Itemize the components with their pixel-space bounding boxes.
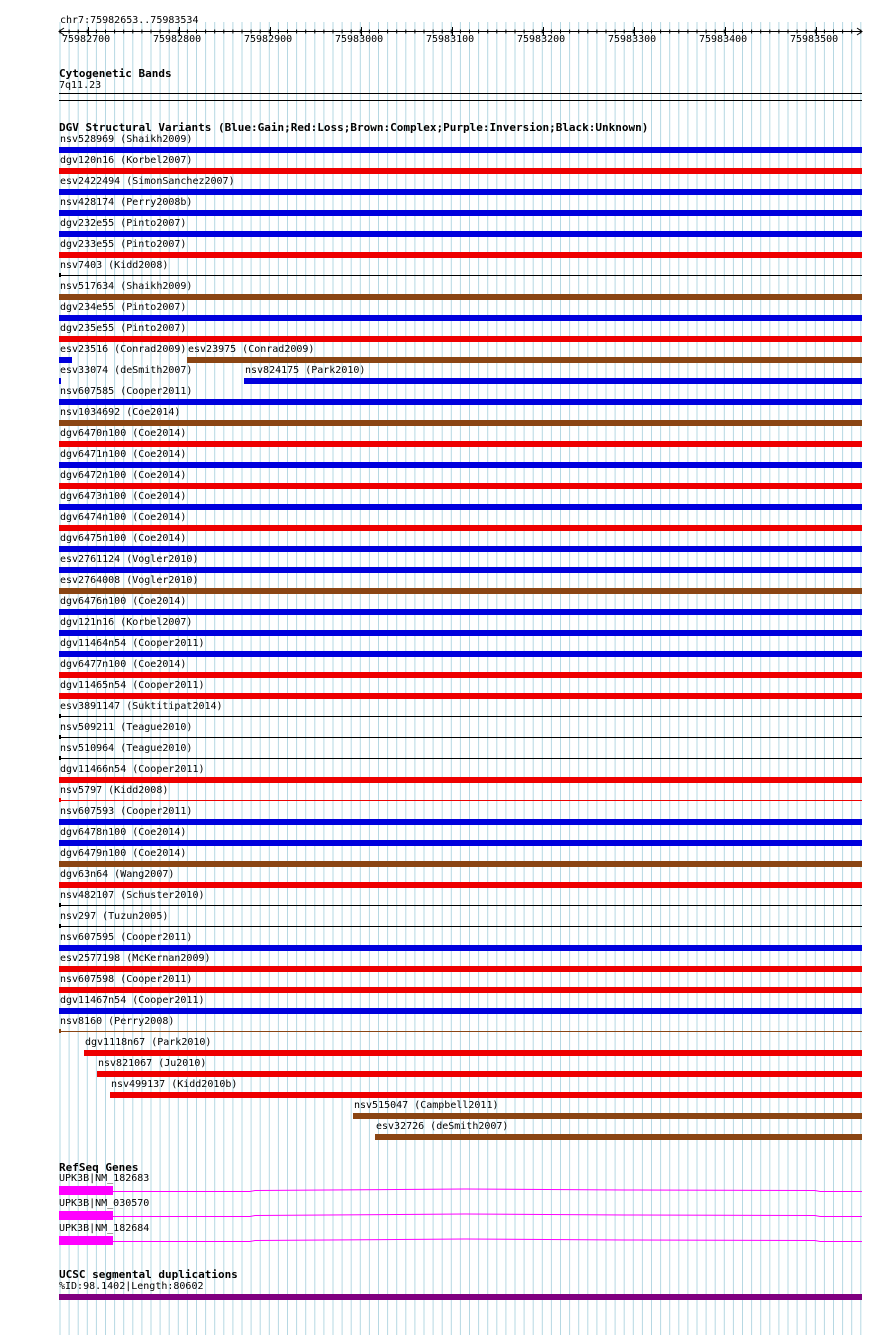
variant-label[interactable]: dgv6473n100 (Coe2014) — [60, 491, 187, 502]
variant-label[interactable]: nsv428174 (Perry2008b) — [60, 197, 193, 208]
variant-bar[interactable] — [59, 399, 862, 405]
variant-bar[interactable] — [59, 905, 862, 906]
dgv-track-title: DGV Structural Variants (Blue:Gain;Red:Loss;Brown:Complex;Purple:Inversion;Black:Unknown) — [59, 121, 649, 134]
variant-bar[interactable] — [375, 1134, 862, 1140]
variant-label[interactable]: dgv11466n54 (Cooper2011) — [60, 764, 205, 775]
variant-bar[interactable] — [59, 716, 862, 717]
variant-label[interactable]: dgv233e55 (Pinto2007) — [60, 239, 187, 250]
variant-label[interactable]: nsv5797 (Kidd2008) — [60, 785, 169, 796]
variant-label[interactable]: esv2761124 (Vogler2010) — [60, 554, 199, 565]
variant-label[interactable]: dgv63n64 (Wang2007) — [60, 869, 175, 880]
variant-bar[interactable] — [59, 525, 862, 531]
variant-bar[interactable] — [59, 567, 862, 573]
variant-label[interactable]: nsv510964 (Teague2010) — [60, 743, 193, 754]
variant-label[interactable]: esv2577198 (McKernan2009) — [60, 953, 211, 964]
variant-bar[interactable] — [244, 378, 862, 384]
variant-bar[interactable] — [59, 504, 862, 510]
variant-label[interactable]: nsv499137 (Kidd2010b) — [111, 1079, 238, 1090]
gene-label[interactable]: UPK3B|NM_182683 — [59, 1173, 150, 1184]
variant-label[interactable]: esv2422494 (SimonSanchez2007) — [60, 176, 235, 187]
variant-label[interactable]: nsv607593 (Cooper2011) — [60, 806, 193, 817]
variant-label[interactable]: nsv517634 (Shaikh2009) — [60, 281, 193, 292]
segdup-feature-bar[interactable] — [59, 1294, 862, 1300]
variant-label[interactable]: nsv607585 (Cooper2011) — [60, 386, 193, 397]
ruler-tick-label: 75982700 — [62, 34, 111, 45]
ruler-tick-label: 75983400 — [699, 34, 748, 45]
variant-bar[interactable] — [59, 777, 862, 783]
variant-bar[interactable] — [187, 357, 862, 363]
variant-label[interactable]: nsv509211 (Teague2010) — [60, 722, 193, 733]
variant-bar[interactable] — [59, 546, 862, 552]
ruler-tick-label: 75983100 — [426, 34, 475, 45]
variant-bar[interactable] — [59, 630, 862, 636]
variant-label[interactable]: dgv11464n54 (Cooper2011) — [60, 638, 205, 649]
refseq-track-title: RefSeq Genes — [59, 1161, 139, 1174]
variant-bar[interactable] — [59, 882, 862, 888]
segdup-label: %ID:98.1402|Length:80602 — [59, 1281, 204, 1292]
variant-label[interactable]: dgv6474n100 (Coe2014) — [60, 512, 187, 523]
coordinate-ruler — [0, 0, 890, 60]
variant-label[interactable]: esv33074 (deSmith2007) — [60, 365, 193, 376]
variant-bar[interactable] — [59, 210, 862, 216]
variant-label[interactable]: nsv515047 (Campbell2011) — [354, 1100, 499, 1111]
variant-bar[interactable] — [110, 1092, 862, 1098]
variant-bar[interactable] — [59, 672, 862, 678]
variant-label[interactable]: dgv6475n100 (Coe2014) — [60, 533, 187, 544]
variant-label[interactable]: dgv6478n100 (Coe2014) — [60, 827, 187, 838]
variant-bar[interactable] — [59, 1008, 862, 1014]
variant-label[interactable]: dgv1118n67 (Park2010) — [85, 1037, 212, 1048]
gene-intron-line — [113, 1214, 862, 1217]
variant-bar[interactable] — [59, 231, 862, 237]
variant-label[interactable]: dgv6470n100 (Coe2014) — [60, 428, 187, 439]
variant-label[interactable]: nsv821067 (Ju2010) — [98, 1058, 207, 1069]
variant-bar[interactable] — [59, 294, 862, 300]
variant-label[interactable]: dgv11465n54 (Cooper2011) — [60, 680, 205, 691]
gene-label[interactable]: UPK3B|NM_030570 — [59, 1198, 150, 1209]
ruler-tick-label: 75982800 — [153, 34, 202, 45]
variant-bar[interactable] — [59, 987, 862, 993]
variant-bar[interactable] — [59, 275, 862, 276]
variant-label[interactable]: nsv607598 (Cooper2011) — [60, 974, 193, 985]
cytoband-track-title: Cytogenetic Bands — [59, 67, 172, 80]
variant-label[interactable]: dgv235e55 (Pinto2007) — [60, 323, 187, 334]
ruler-tick-label: 75983500 — [790, 34, 839, 45]
variant-label[interactable]: nsv7403 (Kidd2008) — [60, 260, 169, 271]
variant-label[interactable]: dgv120n16 (Korbel2007) — [60, 155, 193, 166]
variant-bar[interactable] — [59, 926, 862, 927]
variant-bar[interactable] — [59, 945, 862, 951]
variant-label[interactable]: dgv6476n100 (Coe2014) — [60, 596, 187, 607]
ruler-tick-label: 75983300 — [608, 34, 657, 45]
variant-bar[interactable] — [59, 252, 862, 258]
variant-bar[interactable] — [59, 800, 862, 801]
variant-bar[interactable] — [59, 441, 862, 447]
variant-bar[interactable] — [84, 1050, 862, 1056]
variant-label[interactable]: nsv607595 (Cooper2011) — [60, 932, 193, 943]
variant-label[interactable]: dgv6479n100 (Coe2014) — [60, 848, 187, 859]
variant-bar[interactable] — [59, 588, 862, 594]
variant-label[interactable]: esv3891147 (Suktitipat2014) — [60, 701, 223, 712]
ruler-tick-label: 75983000 — [335, 34, 384, 45]
variant-bar[interactable] — [59, 651, 862, 657]
cytoband-divider-bottom — [59, 100, 862, 101]
variant-bar[interactable] — [59, 336, 862, 342]
variant-bar[interactable] — [97, 1071, 862, 1077]
variant-label[interactable]: nsv8160 (Perry2008) — [60, 1016, 175, 1027]
position-label: chr7:75982653..75983534 — [60, 15, 199, 26]
variant-label[interactable]: dgv11467n54 (Cooper2011) — [60, 995, 205, 1006]
variant-bar[interactable] — [59, 737, 862, 738]
variant-bar[interactable] — [59, 758, 862, 759]
variant-label[interactable]: nsv297 (Tuzun2005) — [60, 911, 169, 922]
variant-bar[interactable] — [59, 609, 862, 615]
variant-bar[interactable] — [59, 378, 61, 384]
gene-intron-line — [113, 1239, 862, 1242]
variant-bar[interactable] — [59, 420, 862, 426]
variant-bar[interactable] — [59, 693, 862, 699]
variant-bar[interactable] — [59, 315, 862, 321]
variant-label[interactable]: esv23975 (Conrad2009) — [188, 344, 315, 355]
variant-label[interactable]: esv32726 (deSmith2007) — [376, 1121, 509, 1132]
cytoband-divider-top — [59, 93, 862, 94]
gene-exon-block — [59, 1186, 113, 1195]
variant-label[interactable]: dgv6477n100 (Coe2014) — [60, 659, 187, 670]
variant-label[interactable]: nsv824175 (Park2010) — [245, 365, 366, 376]
variant-bar[interactable] — [59, 819, 862, 825]
variant-label[interactable]: nsv1034692 (Coe2014) — [60, 407, 181, 418]
variant-label[interactable]: esv2764008 (Vogler2010) — [60, 575, 199, 586]
segdup-track-title: UCSC segmental duplications — [59, 1268, 238, 1281]
variant-bar[interactable] — [59, 168, 862, 174]
variant-bar[interactable] — [59, 483, 862, 489]
gene-exon-block — [59, 1211, 113, 1220]
variant-label[interactable]: nsv482107 (Schuster2010) — [60, 890, 205, 901]
ruler-tick-label: 75983200 — [517, 34, 566, 45]
variant-label[interactable]: nsv528969 (Shaikh2009) — [60, 134, 193, 145]
variant-bar[interactable] — [59, 147, 862, 153]
cytoband-label: 7q11.23 — [59, 80, 102, 91]
variant-label[interactable]: esv23516 (Conrad2009) — [60, 344, 187, 355]
gene-exon-block — [59, 1236, 113, 1245]
ruler-tick-label: 75982900 — [244, 34, 293, 45]
variant-bar[interactable] — [59, 189, 862, 195]
variant-bar[interactable] — [59, 861, 862, 867]
variant-label[interactable]: dgv6472n100 (Coe2014) — [60, 470, 187, 481]
variant-bar[interactable] — [59, 966, 862, 972]
variant-label[interactable]: dgv232e55 (Pinto2007) — [60, 218, 187, 229]
variant-bar[interactable] — [59, 1031, 862, 1032]
gene-intron-line — [113, 1189, 862, 1192]
variant-label[interactable]: dgv234e55 (Pinto2007) — [60, 302, 187, 313]
variant-bar[interactable] — [353, 1113, 862, 1119]
variant-bar[interactable] — [59, 357, 72, 363]
variant-label[interactable]: dgv121n16 (Korbel2007) — [60, 617, 193, 628]
gene-label[interactable]: UPK3B|NM_182684 — [59, 1223, 150, 1234]
variant-bar[interactable] — [59, 462, 862, 468]
variant-bar[interactable] — [59, 840, 862, 846]
variant-label[interactable]: dgv6471n100 (Coe2014) — [60, 449, 187, 460]
